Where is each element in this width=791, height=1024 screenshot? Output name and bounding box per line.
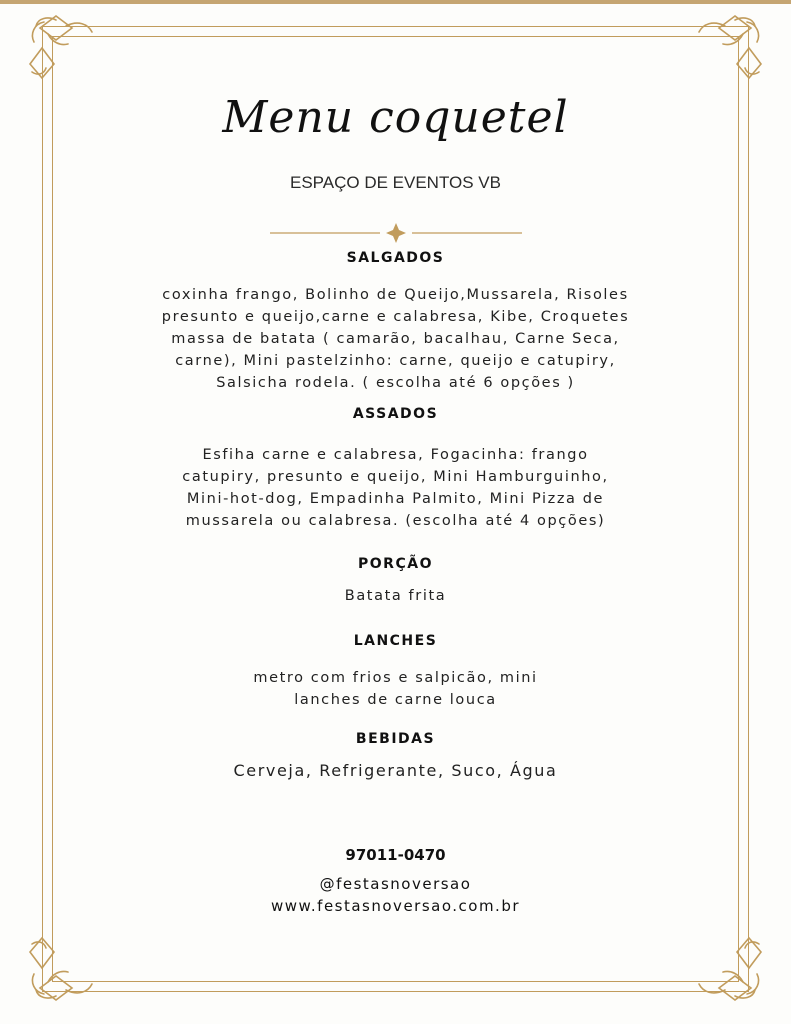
section-heading-lanches: LANCHES [353, 633, 438, 649]
corner-ornament-icon [26, 934, 96, 1004]
venue-subtitle: ESPAÇO DE EVENTOS VB [290, 173, 501, 192]
corner-ornament-icon [695, 934, 765, 1004]
section-text-bebidas: Cerveja, Refrigerante, Suco, Água [233, 761, 558, 780]
section-text-salgados: coxinha frango, Bolinho de Queijo,Mussarela, Risoles presunto e queijo,carne e calabresa, Kibe, Croquetes massa de batata ( camarão, bacalhau, Carne Seca, carne), Mini pastelzinho: carne, queijo e catupiry, Salsicha rodela. ( escolha até 6 opções ) [161, 287, 630, 391]
phone-number: 97011-0470 [345, 846, 446, 864]
website-link[interactable]: www.festasnoversao.com.br [270, 897, 521, 915]
section-heading-assados: ASSADOS [352, 406, 439, 422]
section-heading-salgados: SALGADOS [346, 250, 445, 266]
menu-title: Menu coquetel [222, 92, 569, 143]
instagram-handle: @festasnoversao [319, 875, 472, 893]
section-text-porcao: Batata frita [344, 588, 447, 604]
section-heading-porcao: PORÇÃO [358, 556, 433, 572]
section-text-assados: Esfiha carne e calabresa, Fogacinha: frango catupiry, presunto e queijo, Mini Hamburguinho, Mini-hot-dog, Empadinha Palmito, Mini Pizza de mussarela ou calabresa. (escolha até 4 opções) [182, 447, 609, 529]
corner-ornament-icon [26, 12, 96, 82]
corner-ornament-icon [695, 12, 765, 82]
section-heading-bebidas: BEBIDAS [355, 731, 436, 747]
top-accent-line [0, 0, 791, 4]
section-text-lanches: metro com frios e salpicão, mini lanches de carne louca [253, 670, 538, 708]
star-divider-icon [270, 222, 522, 244]
